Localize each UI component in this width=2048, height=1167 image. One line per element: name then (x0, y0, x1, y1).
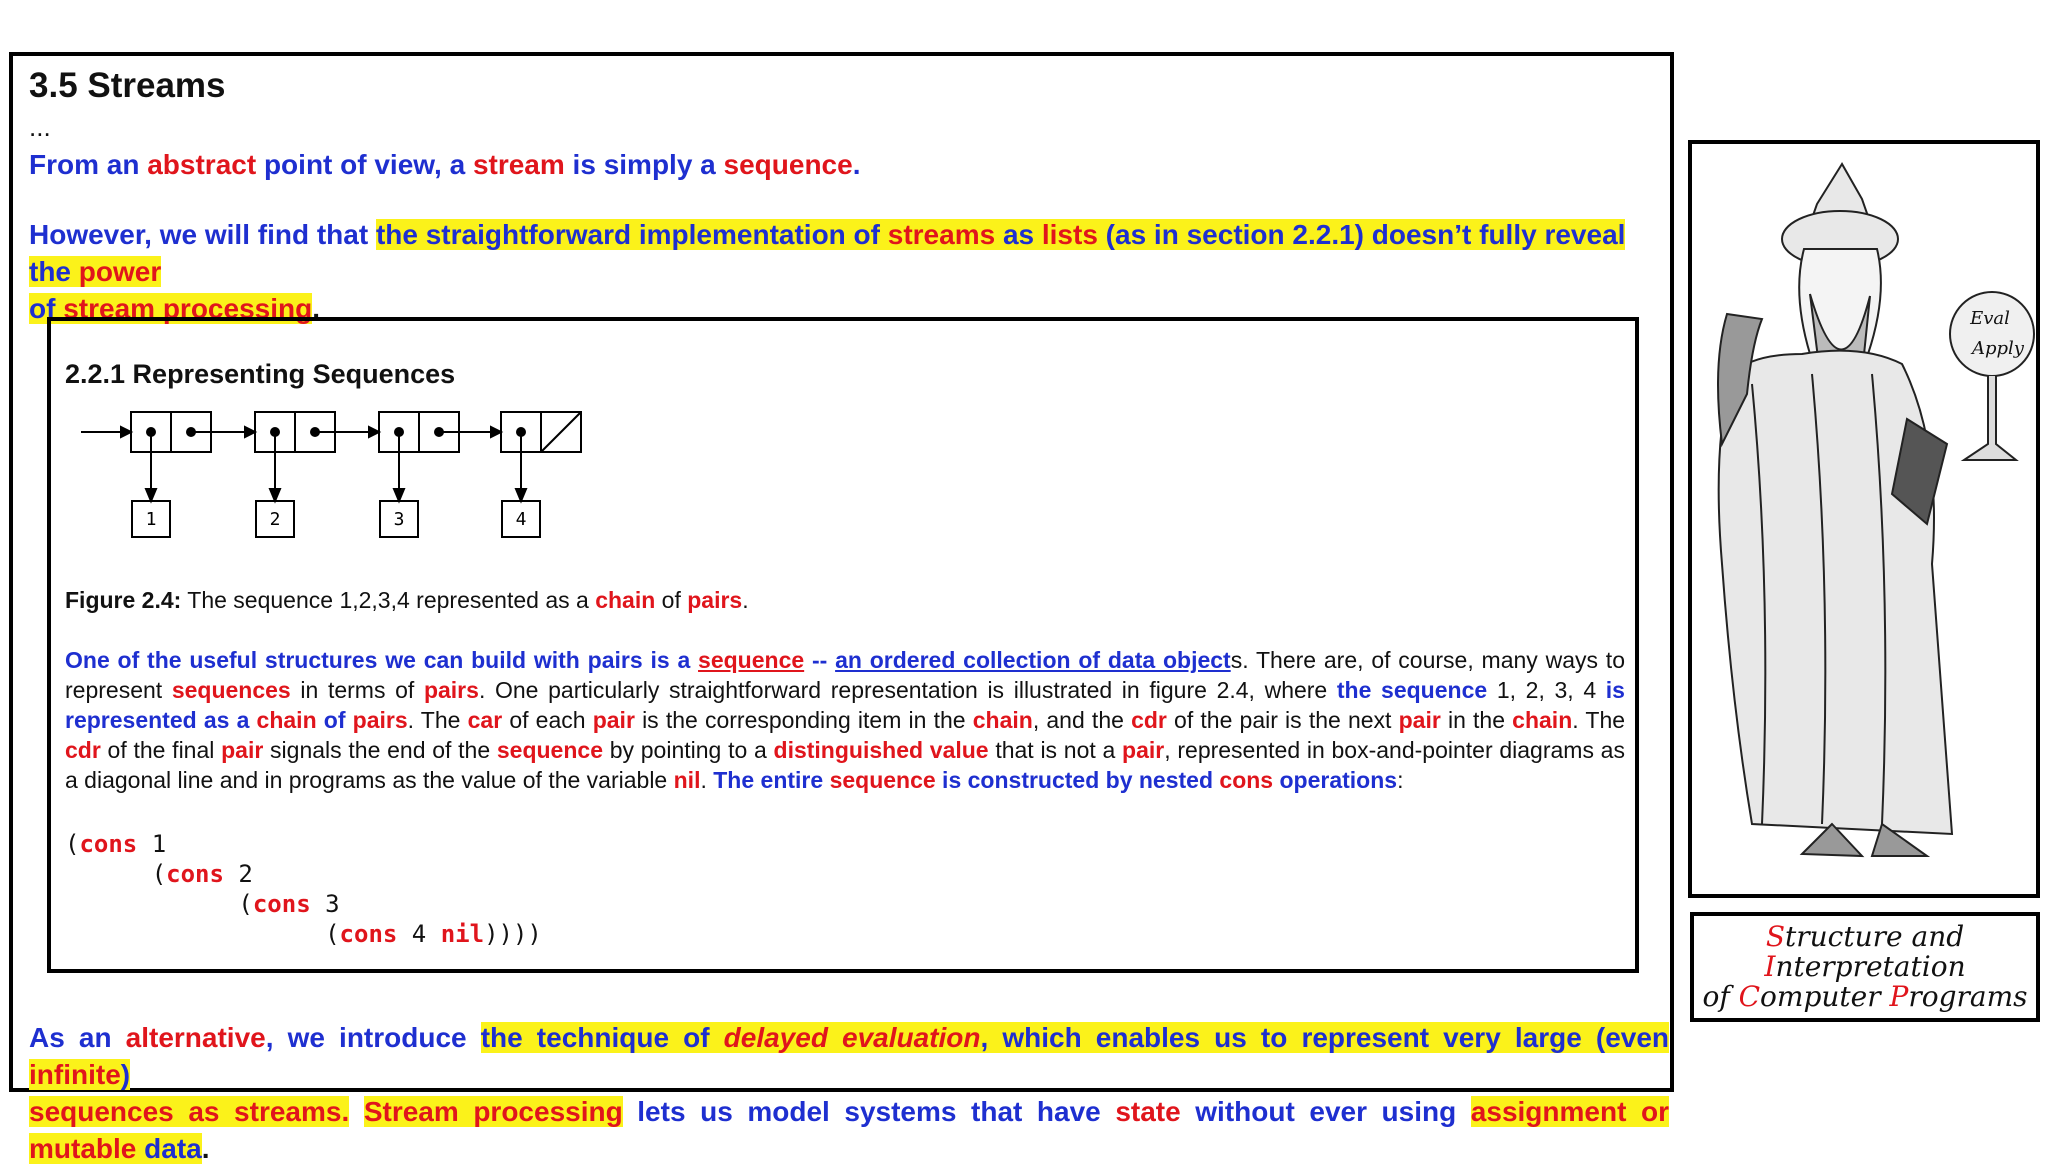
intro-text: From an (29, 149, 148, 180)
globe-stand (1964, 376, 2016, 460)
body-text: nil (673, 767, 701, 793)
globe-text-eval: Eval (1970, 308, 2010, 329)
figure-caption (65, 587, 749, 614)
body-text: chain (972, 707, 1033, 733)
body-text: of the final (100, 737, 222, 763)
conclusion-text: alternative (125, 1022, 266, 1053)
body-text: in terms of (290, 677, 424, 703)
body-text: pairs (352, 707, 408, 733)
intro-text: stream (472, 149, 565, 180)
body-text: cdr (1131, 707, 1167, 733)
body-text: car (467, 707, 503, 733)
intro-text: . (852, 149, 861, 180)
conclusion-text: Stream processing (363, 1096, 623, 1127)
box-and-pointer-diagram (81, 411, 601, 571)
however-text: power (78, 256, 162, 287)
body-text: operations (1273, 767, 1398, 793)
conclusion-paragraph (29, 1019, 1669, 1167)
body-text: chain (256, 707, 317, 733)
excerpt-body (65, 645, 1625, 795)
body-text: of each (502, 707, 593, 733)
body-text: that is not a (988, 737, 1123, 763)
caption-text: The sequence 1,2,3,4 represented as a (181, 587, 596, 613)
body-text: pairs (423, 677, 479, 703)
body-text: . One particularly straightforward representation is illustrated in figure 2.4, where (478, 677, 1337, 703)
body-text: cons (1219, 767, 1274, 793)
conclusion-text: As an (29, 1022, 126, 1053)
book-title-line-1: Structure and (1765, 920, 1965, 953)
however-paragraph (29, 216, 1669, 327)
book-title-line-3: of Computer Programs (1702, 980, 2028, 1013)
intro-text: point of view, a (256, 149, 473, 180)
body-text: pair (592, 707, 635, 733)
caption-text: . (742, 587, 749, 613)
however-text: However, we will find that (29, 219, 376, 250)
however-text: stream processing (63, 293, 313, 324)
body-text: s. There are, of course, many ways to represent (65, 647, 1625, 703)
book-title-box (1690, 912, 2040, 1022)
body-text: is represented as a (65, 677, 1625, 733)
body-link: an ordered collection of data object (835, 647, 1231, 673)
however-text: . (312, 293, 320, 324)
wizard-illustration (1692, 144, 2036, 894)
body-text: One of the useful structures we can build with pairs is a (65, 647, 699, 673)
diagram-value: 4 (515, 509, 527, 530)
body-text: is constructed by nested (935, 767, 1220, 793)
body-text: . (700, 767, 714, 793)
slide-title: 3.5 Streams (29, 66, 226, 105)
body-text: pair (1122, 737, 1165, 763)
intro-text: is simply a (564, 149, 724, 180)
caption-text: of (655, 587, 688, 613)
ellipsis: ... (29, 112, 51, 142)
body-text: : (1397, 767, 1404, 793)
however-text: of (29, 293, 64, 324)
conclusion-text: data (136, 1133, 202, 1164)
diagram-value: 1 (145, 509, 157, 530)
body-text: pair (1398, 707, 1441, 733)
body-text: sequence (496, 737, 603, 763)
body-text: is the corresponding item in the (634, 707, 973, 733)
conclusion-text: . (201, 1133, 210, 1164)
conclusion-text: streams. (234, 1096, 350, 1127)
wizard-illustration-frame (1688, 140, 2040, 898)
main-slide-frame (9, 52, 1674, 1164)
code-block: (cons 1 (cons 2 (cons 3 (cons 4 nil)))) (65, 830, 542, 948)
however-text: the straightforward implementation of (375, 219, 888, 250)
body-text: of (316, 707, 353, 733)
book-excerpt-frame (47, 317, 1639, 973)
conclusion-text: without ever using (1180, 1096, 1471, 1127)
body-text: 1, 2, 3, 4 (1487, 677, 1606, 703)
eval-apply-globe (1950, 292, 2034, 376)
body-text: signals the end of the (263, 737, 497, 763)
conclusion-text: ) (120, 1059, 131, 1090)
body-text: . The (407, 707, 468, 733)
conclusion-text: assignment or mutable (29, 1096, 1669, 1164)
conclusion-text: , we introduce (265, 1022, 481, 1053)
caption-label: Figure 2.4: (65, 587, 182, 613)
conclusion-text: lets us model systems that have (622, 1096, 1116, 1127)
body-text: by pointing to a (602, 737, 774, 763)
body-text: chain (1512, 707, 1573, 733)
conclusion-text: infinite (29, 1059, 121, 1090)
conclusion-text: delayed evaluation (723, 1022, 981, 1053)
body-text: sequences (171, 677, 291, 703)
diagram-value: 3 (393, 509, 405, 530)
body-text: . The (1572, 707, 1626, 733)
body-text: pair (221, 737, 264, 763)
body-text: cdr (65, 737, 101, 763)
conclusion-text: sequences as (29, 1096, 235, 1127)
body-text: The entire (713, 767, 830, 793)
body-text: of the pair is the next (1166, 707, 1399, 733)
however-text: as (995, 219, 1042, 250)
however-text: (as in section 2.2.1) doesn’t fully reveal the (29, 219, 1626, 287)
intro-paragraph (29, 146, 1669, 183)
globe-text-apply: Apply (1972, 338, 2024, 359)
body-link: sequence (698, 647, 805, 673)
body-text: , represented in box-and-pointer diagrams as a diagonal line and in programs as the value of the variable (65, 737, 1625, 793)
body-text: sequence (829, 767, 936, 793)
body-text: in the (1440, 707, 1513, 733)
body-text: the sequence (1336, 677, 1488, 703)
diagram-value: 2 (269, 509, 281, 530)
section-title: 2.2.1 Representing Sequences (65, 359, 456, 389)
body-text: , and the (1032, 707, 1132, 733)
arrow-head (121, 427, 131, 437)
conclusion-text: state (1115, 1096, 1181, 1127)
however-text: streams (887, 219, 996, 250)
however-text: lists (1041, 219, 1098, 250)
conclusion-text: the technique of (480, 1022, 724, 1053)
book-title-line-2: Interpretation (1764, 950, 1966, 983)
intro-text: sequence (723, 149, 853, 180)
caption-text: pairs (687, 587, 743, 613)
body-text: distinguished value (773, 737, 989, 763)
nil-diagonal (541, 412, 581, 452)
wizard-robe (1719, 351, 1952, 834)
caption-text: chain (595, 587, 656, 613)
intro-text: abstract (147, 149, 257, 180)
conclusion-text: , which enables us to represent very large (even (980, 1022, 1670, 1053)
body-text: -- (804, 647, 836, 673)
